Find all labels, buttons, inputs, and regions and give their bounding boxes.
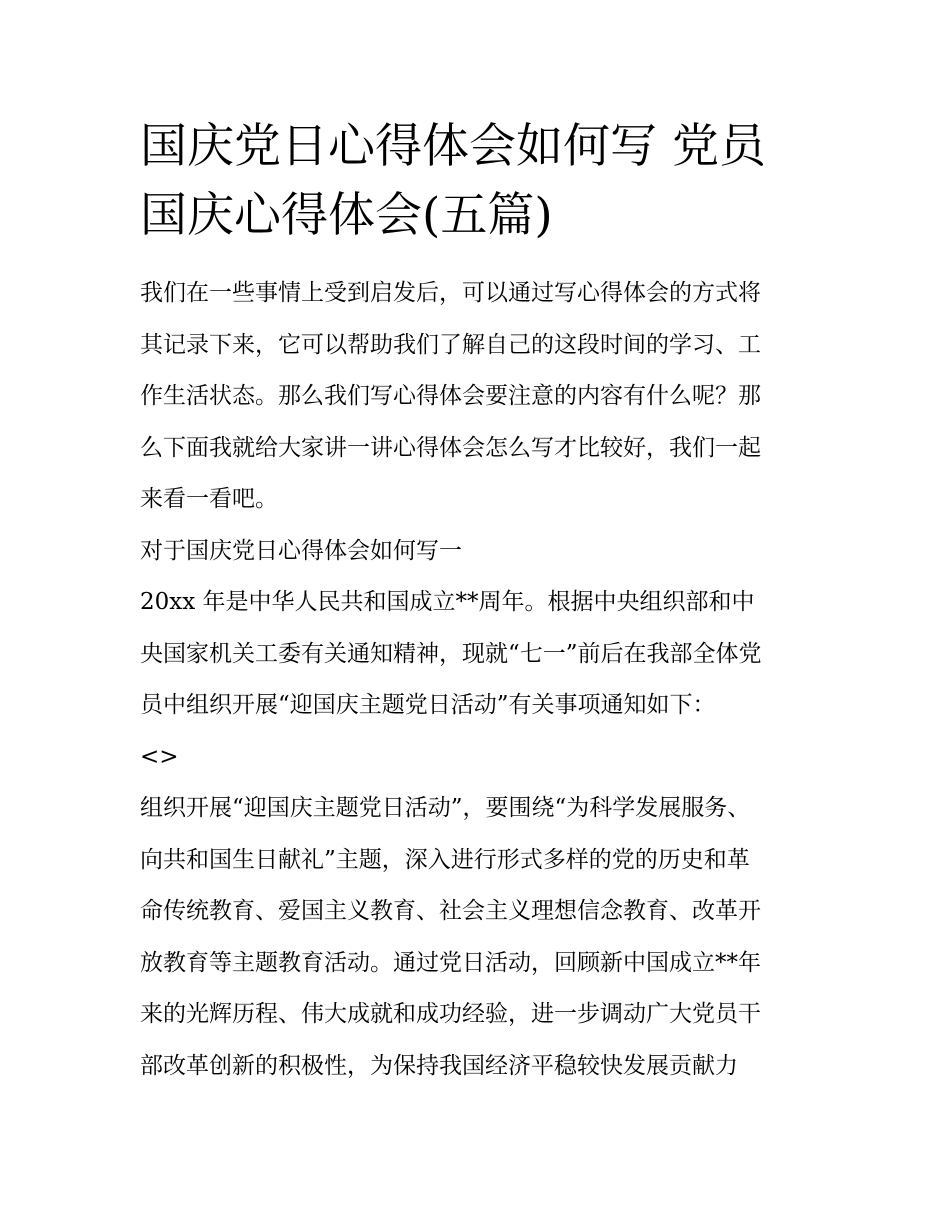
text-line: 来看一看吧。 xyxy=(140,486,278,512)
text-line: 20xx 年是中华人民共和国成立**周年。根据中央组织部和中 xyxy=(140,589,755,615)
text-line: 组织开展“迎国庆主题党日活动”，要围绕“为科学发展服务、 xyxy=(140,795,751,821)
section-heading xyxy=(140,526,820,578)
text-line: 员中组织开展“迎国庆主题党日活动”有关事项通知如下： xyxy=(140,692,716,718)
text-line: 放教育等主题教育活动。通过党日活动，回顾新中国成立**年 xyxy=(140,949,761,976)
document-title xyxy=(140,112,820,250)
text-line: 么下面我就给大家讲一讲心得体会怎么写才比较好，我们一起 xyxy=(140,434,761,461)
text-line: 来的光辉历程、伟大成就和成功经验，进一步调动广大党员干 xyxy=(140,1001,761,1027)
text-line: 作生活状态。那么我们写心得体会要注意的内容有什么呢？那 xyxy=(140,383,761,409)
intro-paragraph xyxy=(140,268,820,526)
text-line: <> xyxy=(140,743,179,770)
title-line: 国庆心得体会(五篇) xyxy=(140,188,553,243)
text-line: 向共和国生日献礼”主题，深入进行形式多样的党的历史和革 xyxy=(140,846,750,873)
document-content xyxy=(140,112,820,1092)
notice-paragraph xyxy=(140,577,820,732)
document-body xyxy=(140,268,820,1092)
activity-paragraph xyxy=(140,783,820,1092)
text-line: 央国家机关工委有关通知精神，现就“七一”前后在我部全体党 xyxy=(140,640,762,667)
text-line: 对于国庆党日心得体会如何写一 xyxy=(140,537,462,564)
text-line: 命传统教育、爱国主义教育、社会主义理想信念教育、改革开 xyxy=(140,898,761,924)
placeholder-marker xyxy=(140,732,820,784)
text-line: 其记录下来，它可以帮助我们了解自己的这段时间的学习、工 xyxy=(140,331,761,358)
text-line: 部改革创新的积极性，为保持我国经济平稳较快发展贡献力 xyxy=(140,1052,738,1079)
title-line: 国庆党日心得体会如何写 党员 xyxy=(140,119,766,174)
text-line: 我们在一些事情上受到启发后，可以通过写心得体会的方式将 xyxy=(140,280,761,306)
